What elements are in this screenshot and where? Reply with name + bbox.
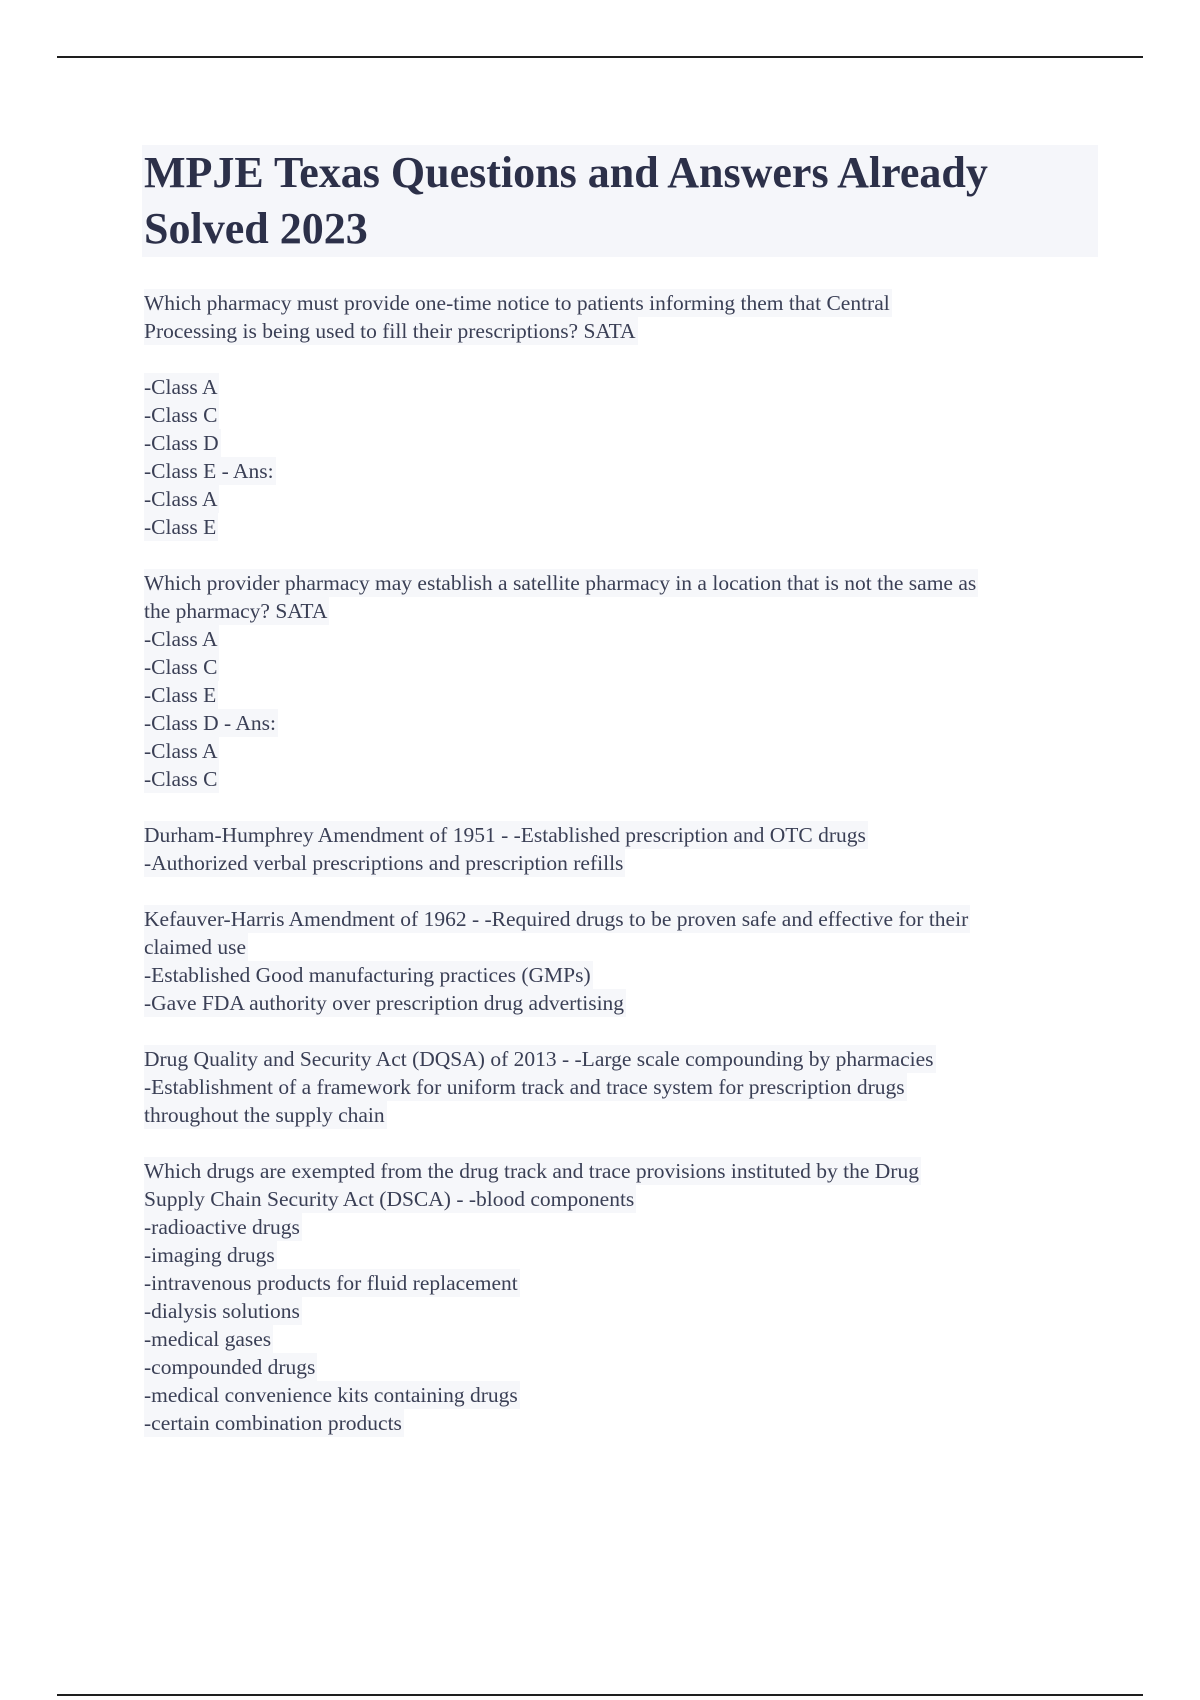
- text-line: -Class D: [144, 431, 219, 455]
- text-line: -Established Good manufacturing practices (GMPs): [144, 963, 591, 987]
- text-line: Which drugs are exempted from the drug track and trace provisions instituted by the Drug: [144, 1159, 919, 1183]
- dsca-exemptions-entry: [144, 1157, 1094, 1437]
- text-line: Which provider pharmacy may establish a satellite pharmacy in a location that is not the same as: [144, 571, 977, 595]
- text-line: -Class A: [144, 739, 218, 763]
- top-rule: [57, 56, 1143, 58]
- text-line: claimed use: [144, 935, 247, 959]
- text-line: -Class C: [144, 767, 218, 791]
- text-line: -Class A: [144, 375, 218, 399]
- text-line: -Gave FDA authority over prescription drug advertising: [144, 991, 625, 1015]
- kefauver-harris-entry: [144, 905, 1094, 1017]
- text-line: Drug Quality and Security Act (DQSA) of 2013 - -Large scale compounding by pharmacies: [144, 1047, 934, 1071]
- title-line-1: MPJE Texas Questions and Answers Already: [144, 148, 988, 197]
- dqsa-entry: [144, 1045, 1094, 1129]
- text-line: the pharmacy? SATA: [144, 599, 328, 623]
- document-body: [144, 145, 1094, 1437]
- question-central-processing: [144, 289, 1094, 345]
- title-block: [142, 145, 1098, 257]
- text-line: -radioactive drugs: [144, 1215, 300, 1239]
- text-line: -Class A: [144, 627, 218, 651]
- text-line: -Class A: [144, 487, 218, 511]
- text-line: -Class E: [144, 515, 217, 539]
- text-line: -dialysis solutions: [144, 1299, 300, 1323]
- text-line: -Establishment of a framework for uniform track and trace system for prescription drugs: [144, 1075, 905, 1099]
- text-line: -compounded drugs: [144, 1355, 316, 1379]
- text-line: -imaging drugs: [144, 1243, 275, 1267]
- bottom-rule: [57, 1694, 1143, 1696]
- text-line: -medical gases: [144, 1327, 272, 1351]
- text-line: throughout the supply chain: [144, 1103, 385, 1127]
- text-line: -certain combination products: [144, 1411, 402, 1435]
- text-line: -Class E: [144, 683, 217, 707]
- document-title: [144, 145, 1078, 257]
- answer-options-central-processing: [144, 373, 1094, 541]
- text-line: -Authorized verbal prescriptions and prescription refills: [144, 851, 624, 875]
- text-line: -Class D - Ans:: [144, 711, 276, 735]
- text-line: -Class C: [144, 655, 218, 679]
- text-line: -Class C: [144, 403, 218, 427]
- title-line-2: Solved 2023: [144, 204, 368, 253]
- text-line: -intravenous products for fluid replacement: [144, 1271, 518, 1295]
- text-line: -Class E - Ans:: [144, 459, 274, 483]
- text-line: -medical convenience kits containing drugs: [144, 1383, 518, 1407]
- text-line: Supply Chain Security Act (DSCA) - -blood components: [144, 1187, 635, 1211]
- durham-humphrey-entry: [144, 821, 1094, 877]
- question-satellite-pharmacy: [144, 569, 1094, 793]
- text-line: Kefauver-Harris Amendment of 1962 - -Required drugs to be proven safe and effective for their: [144, 907, 969, 931]
- text-line: Processing is being used to fill their prescriptions? SATA: [144, 319, 636, 343]
- text-line: Which pharmacy must provide one-time notice to patients informing them that Central: [144, 291, 890, 315]
- text-line: Durham-Humphrey Amendment of 1951 - -Established prescription and OTC drugs: [144, 823, 866, 847]
